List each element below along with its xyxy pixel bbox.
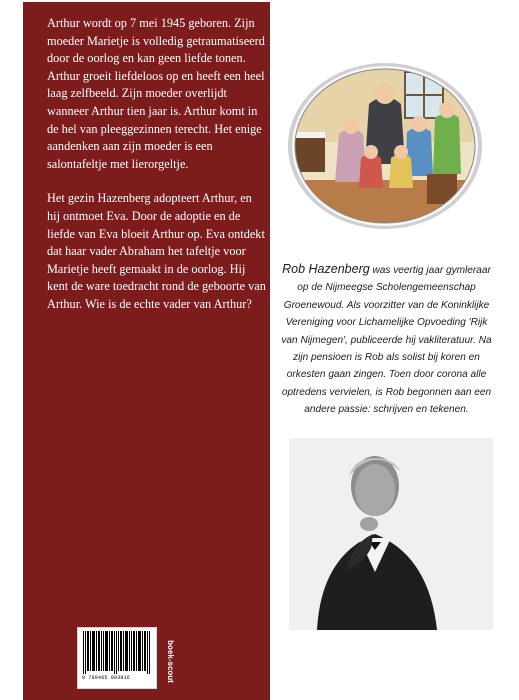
bio-text: was veertig jaar gymleraar op de Nijmeegse Scholengemeenschap Groenewoud. Als voorzitter van de Koninklijke Vereniging voor Lichamelijke Opvoeding 'Rijk van Nijmegen', publiceerde hij vakliteratuur. Na zijn pensioen is Rob als solist bij koren en orkesten gaan zingen. Toen door corona alle optredens vervielen, is Rob begonnen aan een andere passie: schrijven en tekenen. — [281, 265, 492, 416]
isbn-barcode — [77, 627, 157, 689]
blurb-paragraph: Arthur wordt op 7 mei 1945 geboren. Zijn moeder Marietje is volledig getraumatiseerd door de oorlog en kan geen liefde tonen. Arthur groeit liefdeloos op en heeft een heel laag zelfbeeld. Zijn moeder overlijdt wanneer Arthur tien jaar is. Arthur komt in de hel van pleeggezinnen terecht. Het enige aandenken aan zijn moeder is een salontafeltje met lierorgeltje. — [47, 16, 265, 171]
publisher-logo: boek-scout — [165, 640, 175, 683]
author-portrait — [289, 438, 493, 630]
isbn-digits: 9 789465 093816 — [82, 675, 131, 681]
blurb-paragraph: Het gezin Hazenberg adopteert Arthur, en hij ontmoet Eva. Door de adoptie en de liefde van Eva bloeit Arthur op. Eva ontdekt dat haar vader Abraham het tafeltje voor Marietje heeft gemaakt in de oorlog. Hij kent de ware toedracht rond de geboorte van Arthur. Wie is de echte vader van Arthur? — [47, 191, 266, 311]
blurb-text — [47, 15, 267, 314]
barcode-icon — [82, 631, 152, 674]
author-name: Rob Hazenberg — [282, 262, 370, 276]
family-illustration — [287, 62, 483, 230]
author-bio — [280, 261, 493, 419]
